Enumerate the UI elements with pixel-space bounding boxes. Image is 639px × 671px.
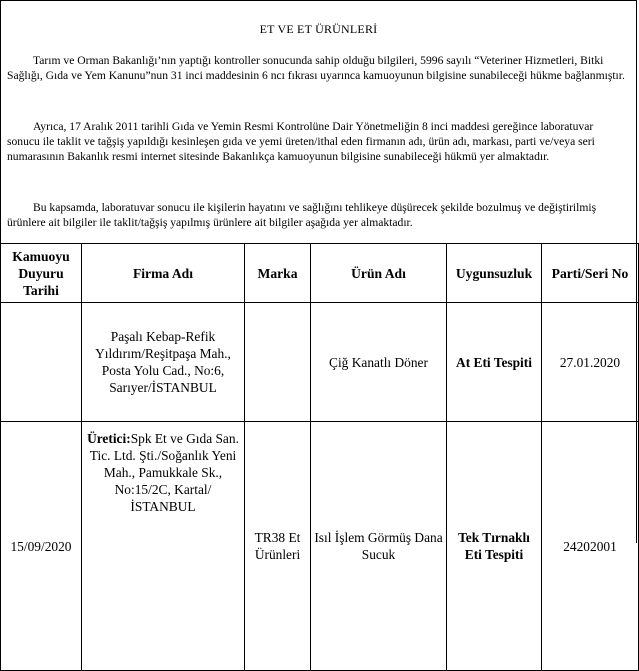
intro-paragraph-3: [7, 200, 627, 230]
cell-date: [1, 303, 82, 422]
cell-nonconformity: At Eti Tespiti: [447, 303, 542, 422]
firm-name: Spk Et ve Gıda San. Tic. Ltd. Şti./Soğanlık Yeni Mah., Pamukkale Sk., No:15/2C, Kartal/İSTANBUL: [89, 431, 239, 514]
cell-brand: [245, 303, 311, 422]
paragraph-text: Tarım ve Orman Bakanlığı’nın yaptığı kontroller sonucunda sahip olduğu bilgileri, 5996 sayılı “Veteriner Hizmetleri, Bitki Sağlığı, Gıda ve Yem Kanunu”nun 31 inci maddesinin 6 ncı fıkrası uyarınca kamuoyunun bilgisine sunabileceği hükme bağlanmıştır.: [7, 54, 625, 82]
header-nonconformity: Uygunsuzluk: [447, 244, 542, 303]
producer-label: Üretici:: [87, 431, 131, 446]
cell-product: Çiğ Kanatlı Döner: [311, 303, 447, 422]
paragraph-text: Bu kapsamda, laboratuvar sonucu ile kişilerin hayatını ve sağlığını tehlikeye düşürecek şekilde bozulmuş ve değiştirilmiş ürünlere ait bilgiler ile taklit/tağşiş yapılmış ürünlere ait bilgiler aşağıda yer almaktadır.: [7, 201, 597, 229]
table-row: [1, 422, 639, 671]
table-row: [1, 303, 639, 422]
header-brand: Marka: [245, 244, 311, 303]
cell-batch: 27.01.2020: [542, 303, 639, 422]
header-firm: Firma Adı: [82, 244, 245, 303]
firm-name: Paşalı Kebap-Refik Yıldırım/Reşitpaşa Mah., Posta Yolu Cad., No:6, Sarıyer/İSTANBUL: [95, 329, 231, 395]
paragraph-text: Ayrıca, 17 Aralık 2011 tarihli Gıda ve Yemin Resmi Kontrolüne Dair Yönetmeliğin 8 inci maddesi gereğince laboratuvar sonucu ile taklit ve tağşiş yapıldığı kesinleşen gıda ve yemi üreten/ithal eden firmanın adı, ürün adı, markası, parti ve/veya seri numarasının Bakanlık resmi internet sitesinde Bakanlıkça kamuoyunun bilgisine sunabileceği hükmü yer almaktadır.: [7, 120, 595, 163]
cell-batch: 24202001: [542, 422, 639, 671]
cell-firm: [82, 422, 245, 671]
notice-table: [0, 243, 639, 671]
header-date: Kamuoyu Duyuru Tarihi: [1, 244, 82, 303]
intro-paragraph-1: [7, 53, 627, 83]
cell-nonconformity: Tek Tırnaklı Eti Tespiti: [447, 422, 542, 671]
document-title: ET VE ET ÜRÜNLERİ: [259, 22, 378, 36]
cell-date: 15/09/2020: [1, 422, 82, 671]
header-batch: Parti/Seri No: [542, 244, 639, 303]
table-header-row: [1, 244, 639, 303]
cell-brand: TR38 Et Ürünleri: [245, 422, 311, 671]
intro-paragraph-2: [7, 119, 627, 164]
cell-firm: [82, 303, 245, 422]
cell-product: Isıl İşlem Görmüş Dana Sucuk: [311, 422, 447, 671]
header-product: Ürün Adı: [311, 244, 447, 303]
